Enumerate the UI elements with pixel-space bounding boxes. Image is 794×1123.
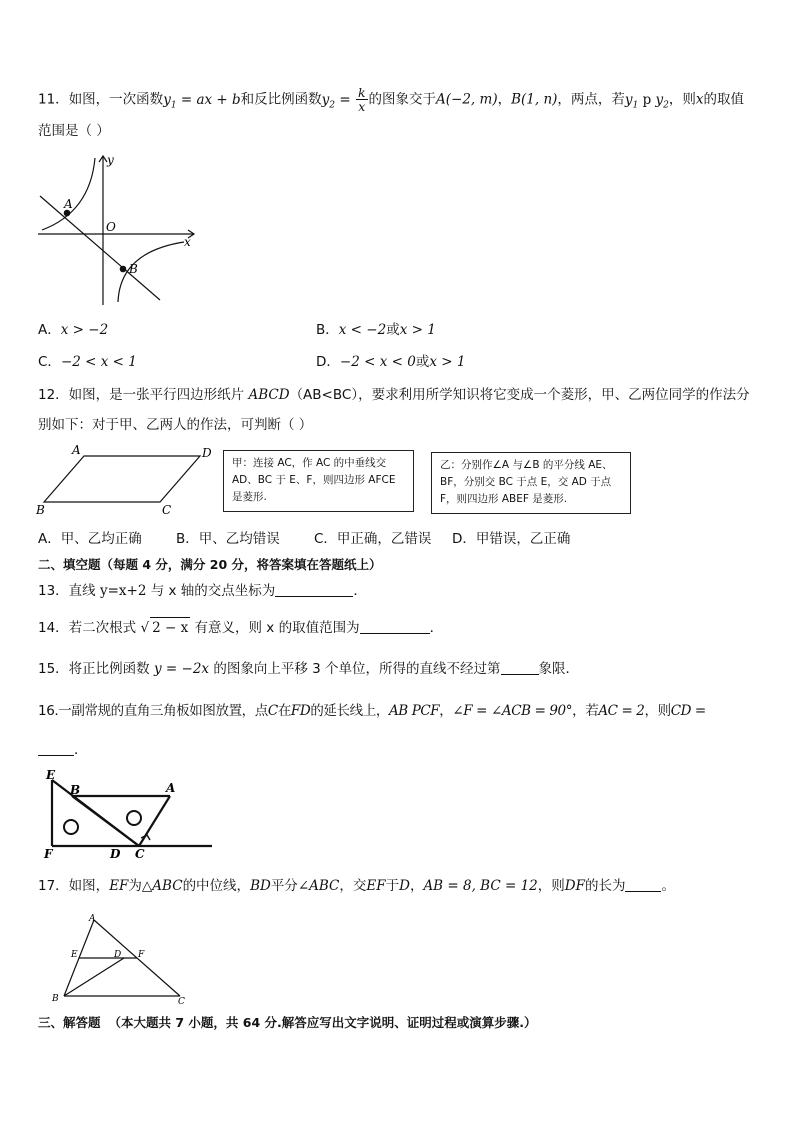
- q17-text-10: 。: [661, 878, 675, 894]
- q11-option-c-label: C．: [38, 354, 61, 370]
- q11-func1-rest: = ax + b: [176, 91, 241, 108]
- section-3-instructions: （本大题共 7 小题，共 64 分.解答应写出文字说明、证明过程或演算步骤.）: [108, 1015, 537, 1030]
- q17-ef: EF: [109, 878, 129, 894]
- q12-text-2: （AB<BC），要求利用所学知识将它变成一个菱形，甲、乙两位同学的作法分: [289, 387, 750, 403]
- q17-text-4: 平分: [270, 878, 298, 894]
- q17-text-1: 17．如图，: [38, 878, 110, 894]
- q16-end: ．: [74, 742, 88, 758]
- q11-option-b-label: B．: [316, 322, 339, 338]
- q17-triangle: △ABC: [141, 878, 183, 894]
- q11-cond-sub1: 1: [632, 100, 639, 111]
- q17-bd: BD: [250, 878, 271, 894]
- q17-ef-2: EF: [366, 878, 386, 894]
- q16-answer-blank[interactable]: [38, 741, 74, 756]
- q14-answer-blank[interactable]: [360, 619, 430, 634]
- q12-box-jia: 甲：连接 AC，作 AC 的中垂线交 AD、BC 于 E、F，则四边形 AFCE 是菱形.: [223, 450, 414, 512]
- q11-func2-y: y: [321, 91, 330, 108]
- q17-angle: ∠ABC: [297, 878, 340, 894]
- q11-cond-mid: p: [638, 91, 656, 108]
- q17-text-3: 的中位线，: [182, 878, 251, 894]
- q16-text-4: ，: [439, 703, 453, 719]
- q11-point-a: A(−2, m): [436, 91, 498, 108]
- q11-option-c: [38, 352, 137, 372]
- q11-cond-y2: y: [655, 91, 664, 108]
- q14-radical: √ 2 − x: [140, 620, 190, 636]
- q11-graph-y-label: y: [107, 153, 114, 167]
- q11-option-a: [38, 320, 108, 340]
- q13-text-1: 13．直线: [38, 583, 100, 599]
- q16-point-c: C: [267, 703, 278, 719]
- q11-option-c-value: −2 < x < 1: [60, 354, 137, 370]
- q12-parallelogram: [34, 442, 219, 517]
- q11-point-b: B(1, n): [511, 91, 558, 108]
- q15-text-1: 15．将正比例函数: [38, 661, 154, 677]
- q15-equation: y = −2x: [153, 661, 210, 677]
- q11-graph-a-label: A: [64, 197, 73, 211]
- q11-text-4: ，: [497, 91, 512, 108]
- q17-answer-blank[interactable]: [625, 877, 661, 892]
- q11-text-2: 和反比例函数: [240, 91, 322, 108]
- q11-text-7: 的取值: [703, 91, 745, 108]
- q15-text-2: 的图象向上平移 3 个单位，所得的直线不经过第: [209, 661, 501, 677]
- q12-para-a: A: [72, 443, 81, 457]
- q17-d: D: [399, 878, 410, 894]
- q14-text-2: 有意义，则 x 的取值范围为: [190, 620, 360, 636]
- q17-fig-f: F: [138, 950, 145, 960]
- q14-radicand: 2 − x: [150, 617, 190, 638]
- q16-cd: CD =: [670, 703, 706, 719]
- q16-text-3: 的延长线上，: [310, 703, 389, 719]
- q11-func1-y: y: [163, 91, 171, 108]
- q11-text-6: ，则: [668, 91, 696, 108]
- q12-para-d: D: [202, 446, 212, 460]
- q11-text-5: ，两点，若: [557, 91, 625, 108]
- q17-fig-c: C: [178, 997, 185, 1007]
- q16-line1: [38, 701, 706, 721]
- q14: [38, 617, 443, 638]
- q14-text-1: 14．若二次根式: [38, 620, 141, 636]
- q17: [38, 876, 675, 896]
- q11-graph-origin-label: O: [106, 220, 116, 234]
- q11-cond-y1: y: [624, 91, 633, 108]
- q11-func2-sub: 2: [329, 100, 336, 111]
- q15-answer-blank[interactable]: [501, 660, 539, 675]
- q16-fig-f: F: [44, 847, 53, 861]
- section-2-heading: 二、填空题（每题 4 分，满分 20 分，将答案填在答题纸上）: [38, 557, 382, 572]
- q11-option-d-value-2: x > 1: [429, 354, 466, 370]
- q12-option-d: D．甲错误，乙正确: [452, 531, 571, 547]
- q11-var-x: x: [695, 91, 704, 108]
- q11-text-1: 如图，一次函数: [68, 91, 164, 108]
- q11-func1: [163, 91, 241, 111]
- q16-figure: [40, 768, 220, 863]
- section-3-title: 三、解答题: [38, 1015, 101, 1030]
- q11-option-b-value-2: x > 1: [399, 322, 436, 338]
- q12-line2: 别如下：对于甲、乙两人的作法，可判断（ ）: [38, 417, 313, 433]
- q11-fraction: [356, 86, 368, 113]
- q13-text-3: ．: [353, 583, 367, 599]
- q11-option-d-value-1: −2 < x < 0: [339, 354, 416, 370]
- q17-values: AB = 8, BC = 12: [423, 878, 538, 894]
- q16-fig-a: A: [166, 781, 176, 795]
- q11-line1: [38, 86, 744, 115]
- q17-fig-a: A: [89, 914, 96, 924]
- q12-line1: [38, 385, 750, 405]
- q12-para-c: C: [162, 503, 172, 517]
- q11-fraction-den: x: [358, 99, 366, 114]
- q12-abcd: ABCD: [248, 387, 290, 403]
- q12-text-1: 12．如图，是一张平行四边形纸片: [38, 387, 249, 403]
- q17-figure: [44, 912, 194, 1007]
- q16-text-5: ，若: [572, 703, 599, 719]
- q11-option-a-label: A．: [38, 322, 61, 338]
- q12-para-b: B: [36, 503, 45, 517]
- q11-func2-eq: =: [335, 91, 355, 108]
- q17-text-5: ，交: [339, 878, 367, 894]
- q12-option-b: B．甲、乙均错误: [176, 531, 280, 547]
- q17-df: DF: [564, 878, 585, 894]
- q11-option-b: [316, 320, 436, 340]
- q16-text-1: 16.一副常规的直角三角板如图放置，点: [38, 703, 268, 719]
- q11-condition: [624, 91, 669, 111]
- q13: [38, 581, 367, 601]
- q11-cond-sub2: 2: [663, 100, 669, 111]
- q11-option-d-label: D．: [316, 354, 340, 370]
- q16-fig-b: B: [70, 783, 81, 797]
- q16-text-6: ，则: [644, 703, 671, 719]
- q16-text-2: 在: [277, 703, 291, 719]
- q11-fraction-num: k: [357, 85, 366, 100]
- q14-text-3: ．: [429, 620, 444, 636]
- q11-option-b-value-1: x < −2: [338, 322, 387, 338]
- q11-number: 11．: [38, 91, 69, 108]
- q11-graph: [34, 150, 204, 310]
- q13-text-2: 与 x 轴的交点坐标为: [146, 583, 276, 599]
- q16-ac: AC = 2: [598, 703, 645, 719]
- q16-fig-c: C: [135, 847, 145, 861]
- q16-line2: [38, 740, 88, 760]
- q11-option-d-or: 或: [415, 354, 430, 370]
- q11-line2: 范围是（ ）: [38, 123, 110, 139]
- q11-graph-x-label: x: [184, 235, 191, 249]
- q17-text-7: ，: [409, 878, 424, 894]
- q11-graph-b-label: B: [129, 262, 138, 276]
- q15: [38, 659, 579, 679]
- q16-angles: ∠F = ∠ACB = 90°: [452, 703, 573, 719]
- q17-fig-d: D: [114, 950, 122, 960]
- q16-fig-d: D: [110, 847, 121, 861]
- q17-text-2: 为: [128, 878, 142, 894]
- q16-parallel: AB PCF: [388, 703, 440, 719]
- q11-option-b-or: 或: [386, 322, 400, 338]
- q12-box-yi: 乙：分别作∠A 与∠B 的平分线 AE、BF，分别交 BC 于点 E，交 AD 于点 F，则四边形 ABEF 是菱形.: [431, 452, 631, 514]
- q13-equation: y=x+2: [99, 583, 147, 599]
- section-3-heading: [38, 1013, 537, 1033]
- q12-option-a: A．甲、乙均正确: [38, 531, 142, 547]
- q17-text-8: ，则: [537, 878, 565, 894]
- q11-func2: [321, 91, 355, 111]
- q11-text-3: 的图象交于: [368, 91, 437, 108]
- q13-answer-blank[interactable]: [275, 582, 353, 597]
- q17-text-6: 于: [385, 878, 400, 894]
- q11-option-a-value: x > −2: [60, 322, 109, 338]
- q17-fig-e: E: [71, 950, 78, 960]
- q17-fig-b: B: [52, 994, 59, 1004]
- q11-func1-sub: 1: [170, 100, 177, 111]
- q17-text-9: 的长为: [584, 878, 626, 894]
- q11-option-d: [316, 352, 465, 372]
- q16-fd: FD: [290, 703, 311, 719]
- q16-fig-e: E: [46, 768, 56, 782]
- q12-option-c: C．甲正确，乙错误: [314, 531, 432, 547]
- q15-text-3: 象限．: [538, 661, 579, 677]
